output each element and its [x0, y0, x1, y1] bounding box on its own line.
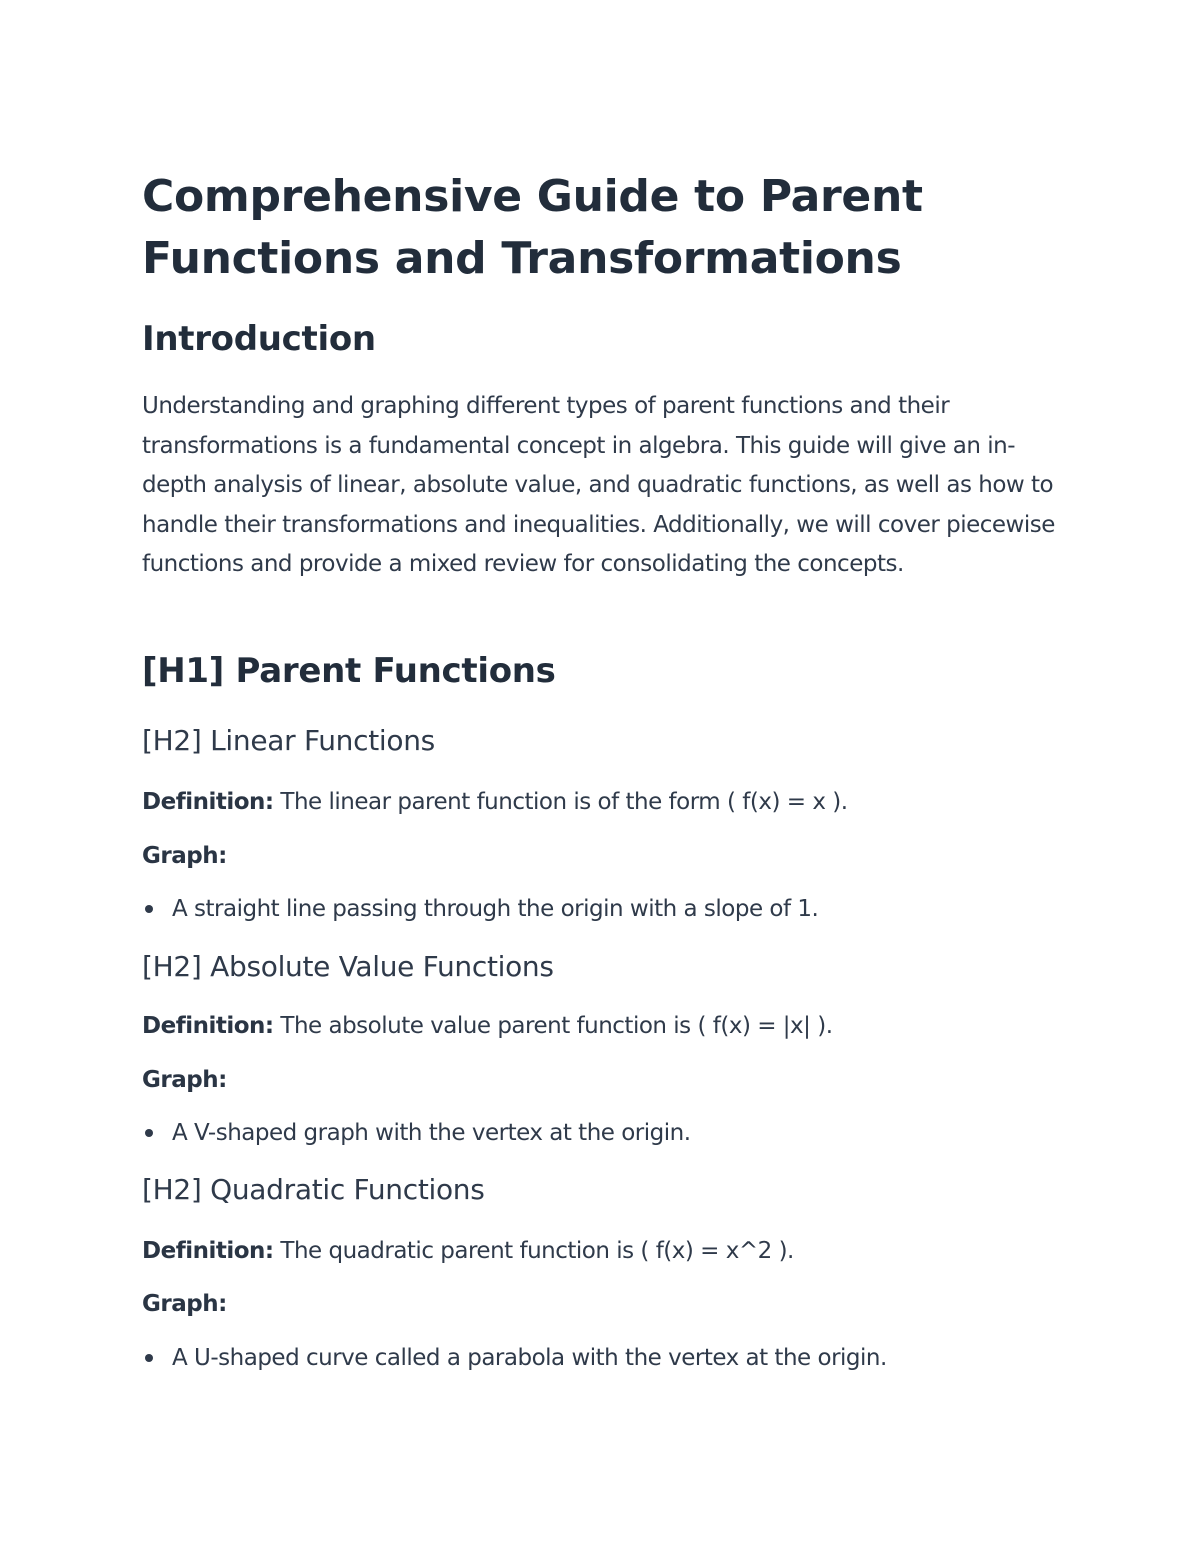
absolute-value-graph-label [142, 1064, 227, 1096]
definition-text: The absolute value parent function is ( f(x) = |x| ). [273, 1013, 833, 1039]
definition-label: Definition: [142, 1013, 274, 1039]
bullet-icon [145, 1354, 153, 1362]
linear-functions-heading: [H2] Linear Functions [142, 724, 435, 757]
definition-text: The linear parent function is of the form ( f(x) = x ). [273, 789, 848, 815]
definition-label: Definition: [142, 789, 274, 815]
bullet-text: A V-shaped graph with the vertex at the origin. [172, 1120, 691, 1146]
absolute-value-definition [142, 1010, 833, 1042]
definition-label: Definition: [142, 1238, 274, 1264]
introduction-heading: Introduction [142, 319, 376, 359]
bullet-icon [145, 905, 153, 913]
bullet-icon [145, 1129, 153, 1137]
linear-definition [142, 786, 848, 818]
quadratic-graph-label [142, 1288, 227, 1320]
graph-label: Graph: [142, 1291, 227, 1317]
graph-label: Graph: [142, 843, 227, 869]
quadratic-definition [142, 1235, 794, 1267]
bullet-text: A straight line passing through the origin with a slope of 1. [172, 896, 819, 922]
quadratic-functions-heading: [H2] Quadratic Functions [142, 1173, 485, 1206]
introduction-paragraph: Understanding and graphing different types of parent functions and their transformations is a fundamental concept in algebra. This guide will give an in-depth analysis of linear, absolute value, and quadratic functions, as well as how to handle their transformations and inequalities. Additionally, we will cover piecewise functions and provide a mixed review for consolidating the concepts. [142, 393, 1055, 578]
graph-label: Graph: [142, 1067, 227, 1093]
bullet-text: A U-shaped curve called a parabola with the vertex at the origin. [172, 1345, 887, 1371]
definition-text: The quadratic parent function is ( f(x) = x^2 ). [273, 1238, 794, 1264]
parent-functions-heading: [H1] Parent Functions [142, 651, 556, 691]
linear-graph-label [142, 840, 227, 872]
absolute-value-functions-heading: [H2] Absolute Value Functions [142, 950, 554, 983]
document-title: Comprehensive Guide to Parent Functions and Transformations [142, 171, 923, 284]
